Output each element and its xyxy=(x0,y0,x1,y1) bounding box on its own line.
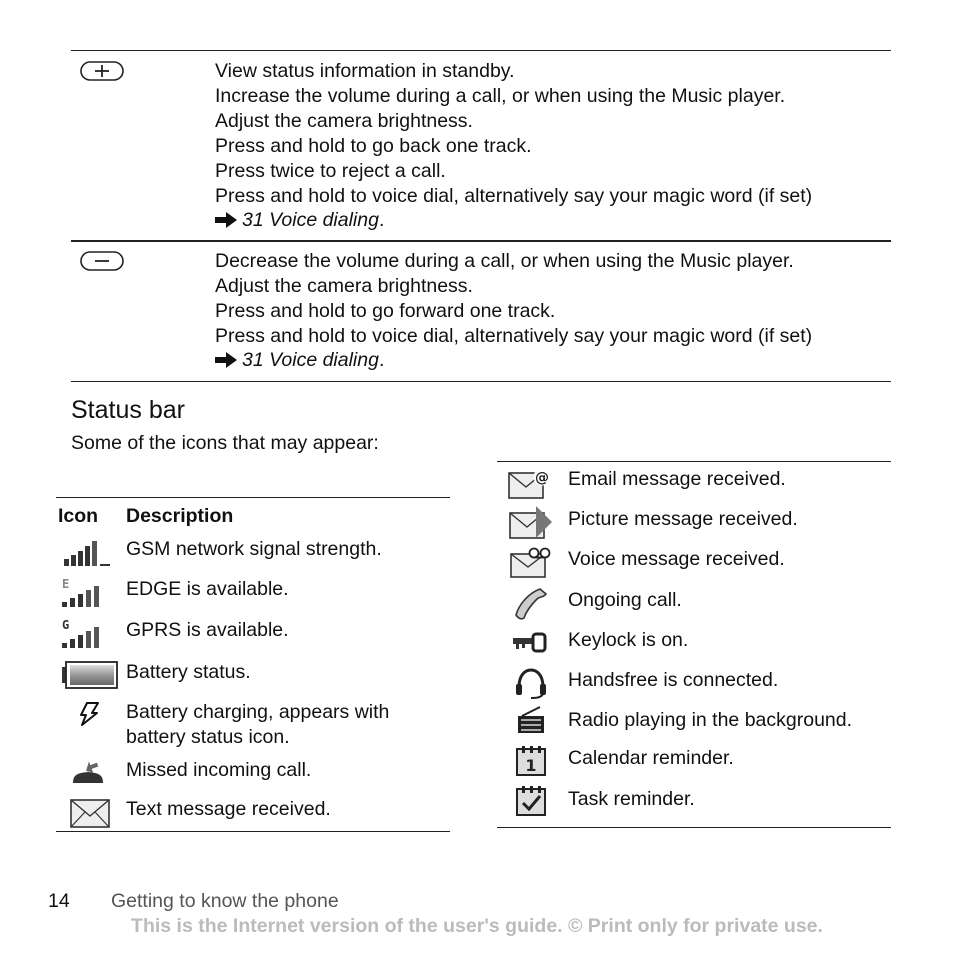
minus-key-icon xyxy=(80,250,124,272)
icon-description: Radio playing in the background. xyxy=(568,709,853,731)
key-description: Increase the volume during a call, or when using the Music player. xyxy=(215,85,786,107)
voice-message-icon xyxy=(510,547,552,579)
icon-table-bottom-rule xyxy=(56,831,450,832)
key-description: Adjust the camera brightness. xyxy=(215,110,473,132)
icon-description: EDGE is available. xyxy=(126,578,289,600)
column-header-description: Description xyxy=(126,505,234,527)
keylock-icon xyxy=(513,631,547,653)
cross-reference-link[interactable]: 31 Voice dialing xyxy=(242,209,379,231)
charging-icon xyxy=(78,702,100,726)
table-bottom-rule xyxy=(71,381,891,382)
cross-reference-suffix: . xyxy=(378,209,385,231)
key-description: Press twice to reject a call. xyxy=(215,160,446,182)
ongoing-call-icon xyxy=(513,586,549,622)
cross-reference[interactable] xyxy=(215,348,384,373)
handsfree-icon xyxy=(514,667,548,699)
key-description: Press and hold to go forward one track. xyxy=(215,300,556,322)
icon-description: Text message received. xyxy=(126,798,331,820)
icon-description: Battery status. xyxy=(126,661,251,683)
icon-table-bottom-rule xyxy=(497,827,891,828)
battery-icon xyxy=(61,661,118,689)
email-icon xyxy=(508,468,552,500)
table-top-rule xyxy=(71,50,891,51)
icon-description: Missed incoming call. xyxy=(126,759,312,781)
section-intro: Some of the icons that may appear: xyxy=(71,432,379,454)
icon-description: GSM network signal strength. xyxy=(126,538,382,560)
cross-reference-suffix: . xyxy=(378,349,385,371)
column-header-icon: Icon xyxy=(58,505,99,527)
icon-description: Handsfree is connected. xyxy=(568,669,779,691)
icon-description: Battery charging, appears with xyxy=(126,701,390,723)
cross-reference-link[interactable]: 31 Voice dialing xyxy=(242,349,379,371)
icon-description: Picture message received. xyxy=(568,508,798,530)
picture-message-icon xyxy=(508,504,554,540)
key-description: Adjust the camera brightness. xyxy=(215,275,473,297)
plus-key-icon xyxy=(80,60,124,82)
svg-text:G: G xyxy=(62,618,70,632)
text-message-icon xyxy=(70,799,110,829)
icon-description: Voice message received. xyxy=(568,548,785,570)
key-description: Press and hold to go back one track. xyxy=(215,135,532,157)
cross-reference[interactable] xyxy=(215,208,384,233)
icon-description: Keylock is on. xyxy=(568,629,689,651)
radio-icon xyxy=(516,705,546,735)
icon-description: Calendar reminder. xyxy=(568,747,734,769)
key-description: Press and hold to voice dial, alternatively say your magic word (if set) xyxy=(215,325,813,347)
calendar-icon xyxy=(515,745,547,777)
arrow-right-icon xyxy=(215,212,237,228)
icon-description: Email message received. xyxy=(568,468,786,490)
gprs-icon xyxy=(62,617,104,649)
copyright-notice: This is the Internet version of the user's guide. © Print only for private use. xyxy=(131,915,823,937)
icon-table-top-rule xyxy=(56,497,450,498)
missed-call-icon xyxy=(71,757,105,785)
arrow-right-icon xyxy=(215,352,237,368)
icon-description: Task reminder. xyxy=(568,788,695,810)
edge-icon xyxy=(62,576,104,608)
chapter-title: Getting to know the phone xyxy=(111,890,339,912)
task-icon xyxy=(515,785,547,817)
page-number: 14 xyxy=(48,890,70,912)
table-row-rule xyxy=(71,240,891,242)
key-description: View status information in standby. xyxy=(215,60,515,82)
svg-text:E: E xyxy=(62,577,70,591)
icon-description: GPRS is available. xyxy=(126,619,289,641)
svg-text:@: @ xyxy=(535,470,549,486)
key-description: Press and hold to voice dial, alternatively say your magic word (if set) xyxy=(215,185,813,207)
svg-text:1: 1 xyxy=(525,756,537,775)
signal-strength-icon xyxy=(64,540,112,568)
section-heading: Status bar xyxy=(71,396,185,424)
icon-table-top-rule xyxy=(497,461,891,462)
icon-description: Ongoing call. xyxy=(568,589,682,611)
icon-description: battery status icon. xyxy=(126,726,290,748)
key-description: Decrease the volume during a call, or when using the Music player. xyxy=(215,250,794,272)
